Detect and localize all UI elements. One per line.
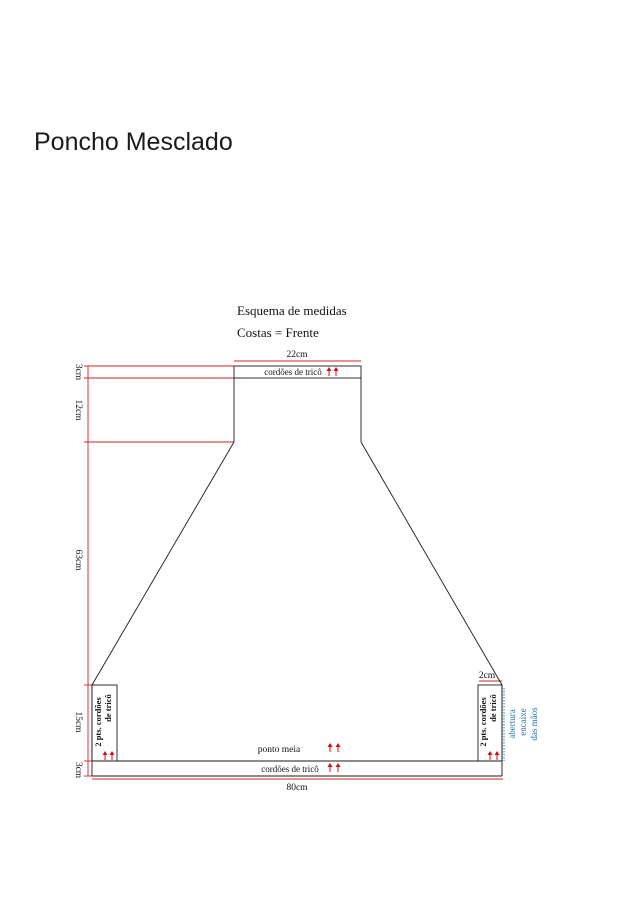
left-side-band-label: 2 pts. cordões <box>93 697 103 747</box>
side-width-label: 2cm <box>478 671 496 681</box>
neck-band-label: cordões de tricô <box>264 367 322 377</box>
up-arrow-icon <box>327 367 332 376</box>
poncho-outline <box>92 366 502 776</box>
direction-arrows <box>103 367 500 772</box>
up-arrow-icon <box>328 763 333 772</box>
right-side-band-label: 2 pts. cordões <box>478 697 488 747</box>
dim-label: 3cm <box>73 363 83 381</box>
opening-label: abertura <box>507 709 517 739</box>
bottom-band-label: cordões de tricô <box>261 764 319 774</box>
bottom-width-label: 80cm <box>286 783 308 793</box>
right-side-band-label: de tricô <box>488 694 498 722</box>
up-arrow-icon <box>336 763 341 772</box>
up-arrow-icon <box>334 367 339 376</box>
dim-label: 63cm <box>73 549 83 571</box>
dim-label: 3cm <box>73 761 83 779</box>
body-stitch-label: ponto meia <box>257 745 301 755</box>
diagram-subheading: Costas = Frente <box>237 325 319 340</box>
up-arrow-icon <box>495 751 500 760</box>
up-arrow-icon <box>336 743 341 752</box>
up-arrow-icon <box>110 751 115 760</box>
up-arrow-icon <box>488 751 493 760</box>
up-arrow-icon <box>328 743 333 752</box>
left-side-band-label: de tricô <box>103 694 113 722</box>
up-arrow-icon <box>103 751 108 760</box>
diagram-heading: Esquema de medidas <box>237 303 347 318</box>
opening-label: encaixe <box>518 708 528 736</box>
dimension-lines <box>84 361 503 779</box>
page-title: Poncho Mesclado <box>34 128 233 156</box>
top-width-label: 22cm <box>286 350 308 360</box>
opening-label: das mãos <box>529 707 539 741</box>
dim-label: 12cm <box>73 399 83 421</box>
dim-label: 15cm <box>73 711 83 733</box>
